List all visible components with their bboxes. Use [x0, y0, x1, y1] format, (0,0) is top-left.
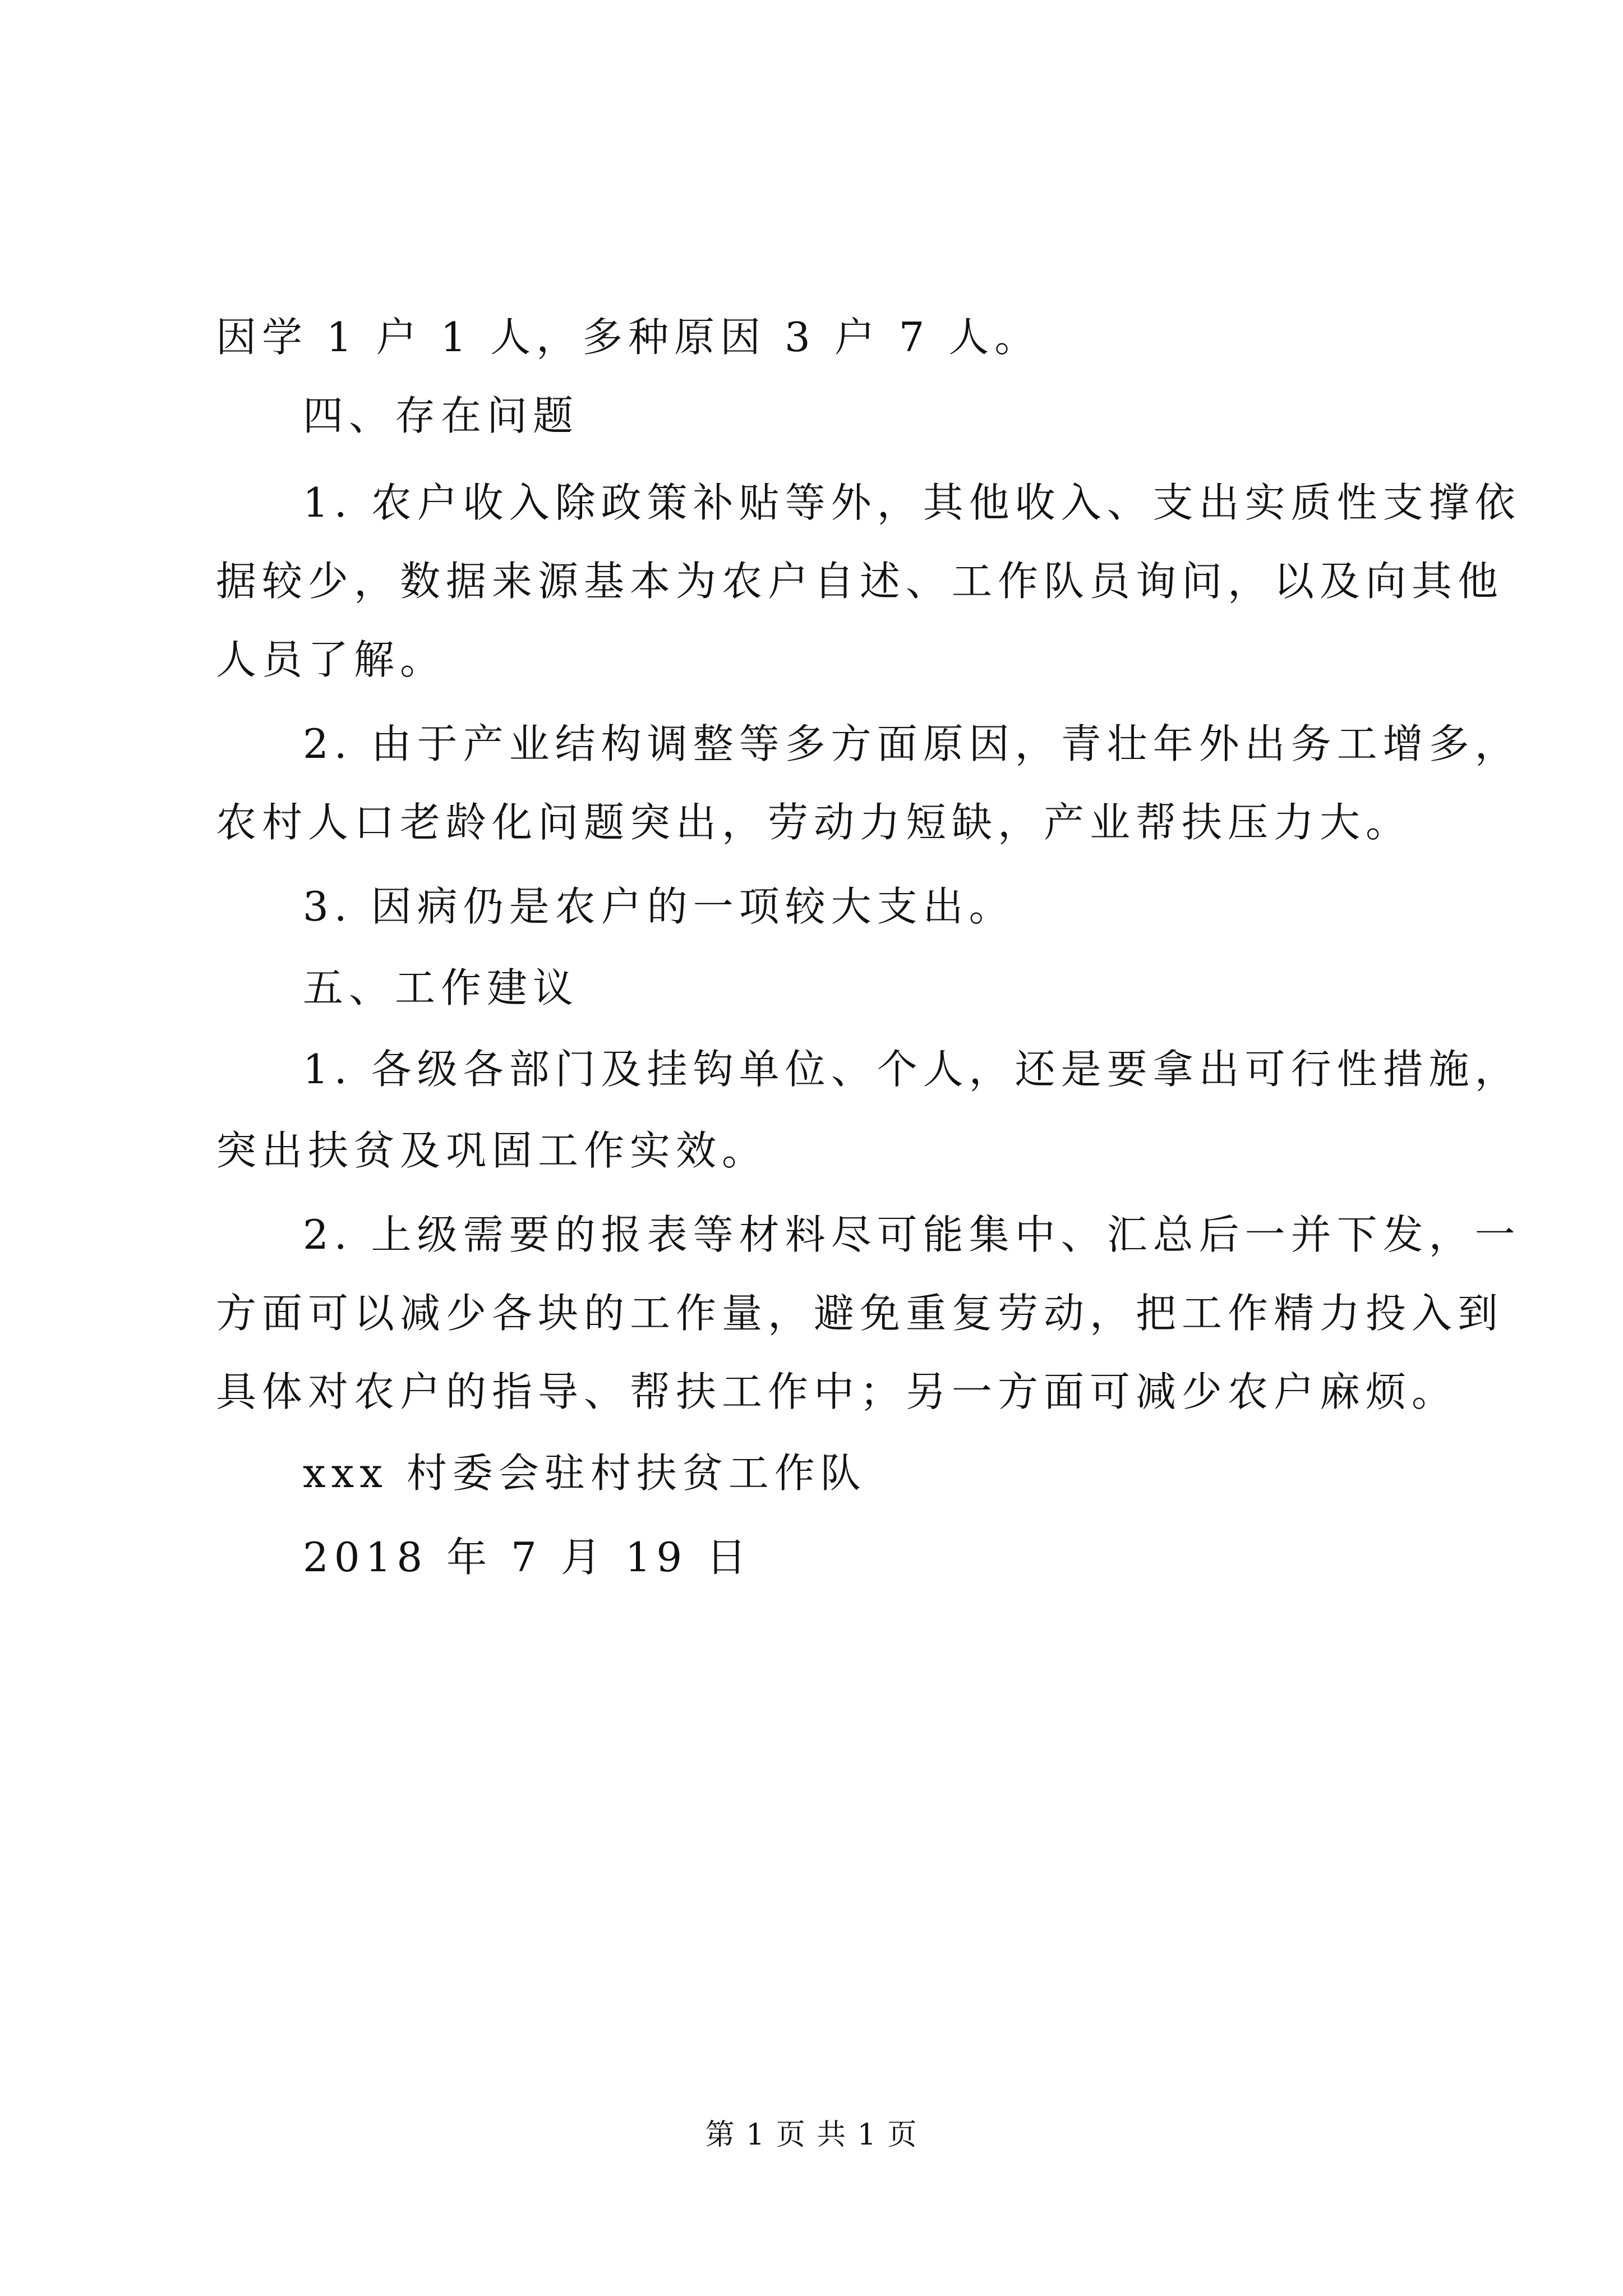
- page-footer: 第 1 页 共 1 页: [705, 2118, 918, 2152]
- body-text-line: 2. 由于产业结构调整等多方面原因，青壮年外出务工增多，: [303, 720, 1521, 767]
- body-text-line: 突出扶贫及巩固工作实效。: [216, 1127, 768, 1174]
- body-text-line: 方面可以减少各块的工作量，避免重复劳动，把工作精力投入到: [216, 1290, 1504, 1337]
- body-text-line: 具体对农户的指导、帮扶工作中；另一方面可减少农户麻烦。: [216, 1368, 1458, 1415]
- signature-organization: xxx 村委会驻村扶贫工作队: [303, 1450, 866, 1497]
- section-heading-problems: 四、存在问题: [303, 392, 579, 439]
- body-text-line: 1. 农户收入除政策补贴等外，其他收入、支出实质性支撑依: [303, 479, 1521, 526]
- body-text-line: 据较少，数据来源基本为农户自述、工作队员询问，以及向其他: [216, 558, 1504, 605]
- body-text-line: 因学 1 户 1 人，多种原因 3 户 7 人。: [216, 314, 1041, 361]
- signature-date: 2018 年 7 月 19 日: [303, 1534, 753, 1581]
- body-text-line: 1. 各级各部门及挂钩单位、个人，还是要拿出可行性措施，: [303, 1046, 1521, 1093]
- section-heading-suggestions: 五、工作建议: [303, 964, 579, 1011]
- body-text-line: 人员了解。: [216, 636, 446, 683]
- body-text-line: 3. 因病仍是农户的一项较大支出。: [303, 883, 1015, 930]
- body-text-line: 农村人口老龄化问题突出，劳动力短缺，产业帮扶压力大。: [216, 799, 1412, 846]
- body-text-line: 2. 上级需要的报表等材料尽可能集中、汇总后一并下发，一: [303, 1211, 1521, 1258]
